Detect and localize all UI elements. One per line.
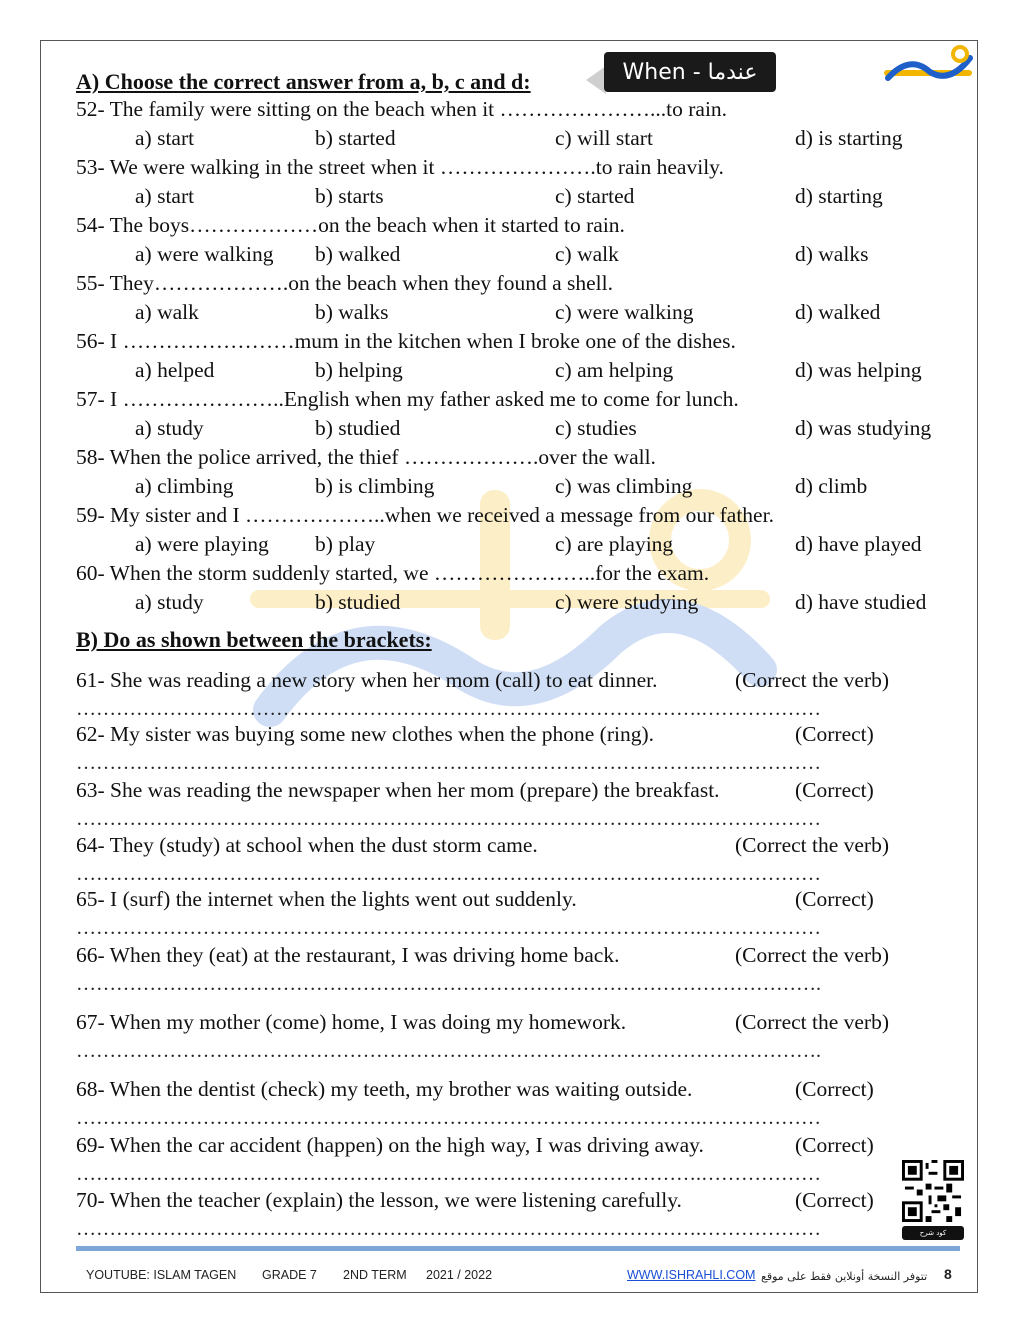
- exercise-70-instruction: (Correct): [795, 1188, 874, 1212]
- ishrahli-logo: [880, 44, 976, 84]
- option-55-a[interactable]: a) walk: [135, 300, 199, 324]
- option-57-b[interactable]: b) studied: [315, 416, 401, 440]
- footer-term: 2ND TERM: [343, 1268, 407, 1282]
- exercise-65: 65- I (surf) the internet when the lights went out suddenly.: [76, 887, 577, 911]
- option-52-d[interactable]: d) is starting: [795, 126, 903, 150]
- footer-divider: [76, 1246, 960, 1251]
- option-53-a[interactable]: a) start: [135, 184, 195, 208]
- footer-year: 2021 / 2022: [426, 1268, 493, 1282]
- exercise-61-instruction: (Correct the verb): [735, 668, 890, 692]
- option-55-d[interactable]: d) walked: [795, 300, 881, 324]
- exercise-62: 62- My sister was buying some new clothes when the phone (ring).: [76, 722, 655, 746]
- question-57: 57- I …………………..English when my father asked me to come for lunch.: [76, 387, 739, 411]
- option-53-d[interactable]: d) starting: [795, 184, 883, 208]
- footer-site-link[interactable]: WWW.ISHRAHLI.COM: [627, 1268, 756, 1282]
- option-59-b[interactable]: b) play: [315, 532, 376, 556]
- option-52-c[interactable]: c) will start: [555, 126, 653, 150]
- option-52-b[interactable]: b) started: [315, 126, 396, 150]
- answer-line-61[interactable]: ………………………………………………………………………………….………………: [76, 698, 821, 720]
- exercise-64: 64- They (study) at school when the dust storm came.: [76, 833, 538, 857]
- question-59: 59- My sister and I ………………..when we received a message from our father.: [76, 503, 774, 527]
- exercise-67: 67- When my mother (come) home, I was doing my homework.: [76, 1010, 627, 1034]
- question-54: 54- The boys………………on the beach when it started to rain.: [76, 213, 625, 237]
- exercise-66: 66- When they (eat) at the restaurant, I was driving home back.: [76, 943, 620, 967]
- question-56: 56- I ……………………mum in the kitchen when I broke one of the dishes.: [76, 329, 736, 353]
- option-56-b[interactable]: b) helping: [315, 358, 403, 382]
- exercise-66-instruction: (Correct the verb): [735, 943, 890, 967]
- answer-line-63[interactable]: ………………………………………………………………………………….………………: [76, 808, 821, 830]
- answer-line-62[interactable]: ………………………………………………………………………………….………………: [76, 752, 821, 774]
- exercise-63-instruction: (Correct): [795, 778, 874, 802]
- option-53-b[interactable]: b) starts: [315, 184, 384, 208]
- qr-code[interactable]: [902, 1160, 964, 1222]
- option-55-c[interactable]: c) were walking: [555, 300, 694, 324]
- option-56-c[interactable]: c) am helping: [555, 358, 674, 382]
- answer-line-69[interactable]: ………………………………………………………………………………….………………: [76, 1163, 821, 1185]
- exercise-68: 68- When the dentist (check) my teeth, my brother was waiting outside.: [76, 1077, 693, 1101]
- qr-caption: كود شرح: [902, 1226, 964, 1240]
- page-number: 8: [944, 1266, 952, 1282]
- answer-line-65[interactable]: ………………………………………………………………………………….………………: [76, 917, 821, 939]
- option-60-d[interactable]: d) have studied: [795, 590, 927, 614]
- exercise-62-instruction: (Correct): [795, 722, 874, 746]
- exercise-61: 61- She was reading a new story when her mom (call) to eat dinner.: [76, 668, 658, 692]
- exercise-68-instruction: (Correct): [795, 1077, 874, 1101]
- footer-arabic-note: تتوفر النسخة أونلاين فقط على موقع: [761, 1270, 928, 1283]
- exercise-64-instruction: (Correct the verb): [735, 833, 890, 857]
- exercise-65-instruction: (Correct): [795, 887, 874, 911]
- answer-line-68[interactable]: ………………………………………………………………………………….………………: [76, 1107, 821, 1129]
- exercise-67-instruction: (Correct the verb): [735, 1010, 890, 1034]
- question-58: 58- When the police arrived, the thief ……………….over the wall.: [76, 445, 656, 469]
- exercise-69: 69- When the car accident (happen) on the high way, I was driving away.: [76, 1133, 704, 1157]
- option-55-b[interactable]: b) walks: [315, 300, 389, 324]
- question-52: 52- The family were sitting on the beach when it …………………...to rain.: [76, 97, 728, 121]
- section-b-heading: B) Do as shown between the brackets:: [76, 627, 432, 652]
- option-60-b[interactable]: b) studied: [315, 590, 401, 614]
- option-54-b[interactable]: b) walked: [315, 242, 401, 266]
- option-54-c[interactable]: c) walk: [555, 242, 619, 266]
- footer-youtube: YOUTUBE: ISLAM TAGEN: [86, 1268, 237, 1282]
- answer-line-70[interactable]: ………………………………………………………………………………….………………: [76, 1218, 821, 1240]
- answer-line-67[interactable]: ………………………………………………………………………………………………….: [76, 1040, 821, 1062]
- answer-line-66[interactable]: ………………………………………………………………………………………………….: [76, 973, 821, 995]
- option-58-b[interactable]: b) is climbing: [315, 474, 435, 498]
- option-58-a[interactable]: a) climbing: [135, 474, 234, 498]
- section-a-heading: A) Choose the correct answer from a, b, c and d:: [76, 69, 531, 94]
- question-55: 55- They……………….on the beach when they found a shell.: [76, 271, 613, 295]
- option-57-a[interactable]: a) study: [135, 416, 204, 440]
- option-53-c[interactable]: c) started: [555, 184, 635, 208]
- option-56-d[interactable]: d) was helping: [795, 358, 922, 382]
- option-54-d[interactable]: d) walks: [795, 242, 869, 266]
- option-58-c[interactable]: c) was climbing: [555, 474, 693, 498]
- exercise-70: 70- When the teacher (explain) the lesson, we were listening carefully.: [76, 1188, 682, 1212]
- option-60-a[interactable]: a) study: [135, 590, 204, 614]
- option-60-c[interactable]: c) were studying: [555, 590, 699, 614]
- option-59-c[interactable]: c) are playing: [555, 532, 674, 556]
- option-59-d[interactable]: d) have played: [795, 532, 922, 556]
- answer-line-64[interactable]: ………………………………………………………………………………….………………: [76, 863, 821, 885]
- when-tag: When - عندما: [604, 52, 776, 92]
- option-52-a[interactable]: a) start: [135, 126, 195, 150]
- qr-code-icon: [902, 1160, 964, 1222]
- option-57-c[interactable]: c) studies: [555, 416, 637, 440]
- option-58-d[interactable]: d) climb: [795, 474, 868, 498]
- exercise-63: 63- She was reading the newspaper when her mom (prepare) the breakfast.: [76, 778, 720, 802]
- question-53: 53- We were walking in the street when it ………………….to rain heavily.: [76, 155, 724, 179]
- option-54-a[interactable]: a) were walking: [135, 242, 274, 266]
- question-60: 60- When the storm suddenly started, we …………………..for the exam.: [76, 561, 710, 585]
- tag-pointer: [586, 66, 606, 94]
- exercise-69-instruction: (Correct): [795, 1133, 874, 1157]
- option-56-a[interactable]: a) helped: [135, 358, 215, 382]
- footer-grade: GRADE 7: [262, 1268, 317, 1282]
- option-59-a[interactable]: a) were playing: [135, 532, 269, 556]
- option-57-d[interactable]: d) was studying: [795, 416, 932, 440]
